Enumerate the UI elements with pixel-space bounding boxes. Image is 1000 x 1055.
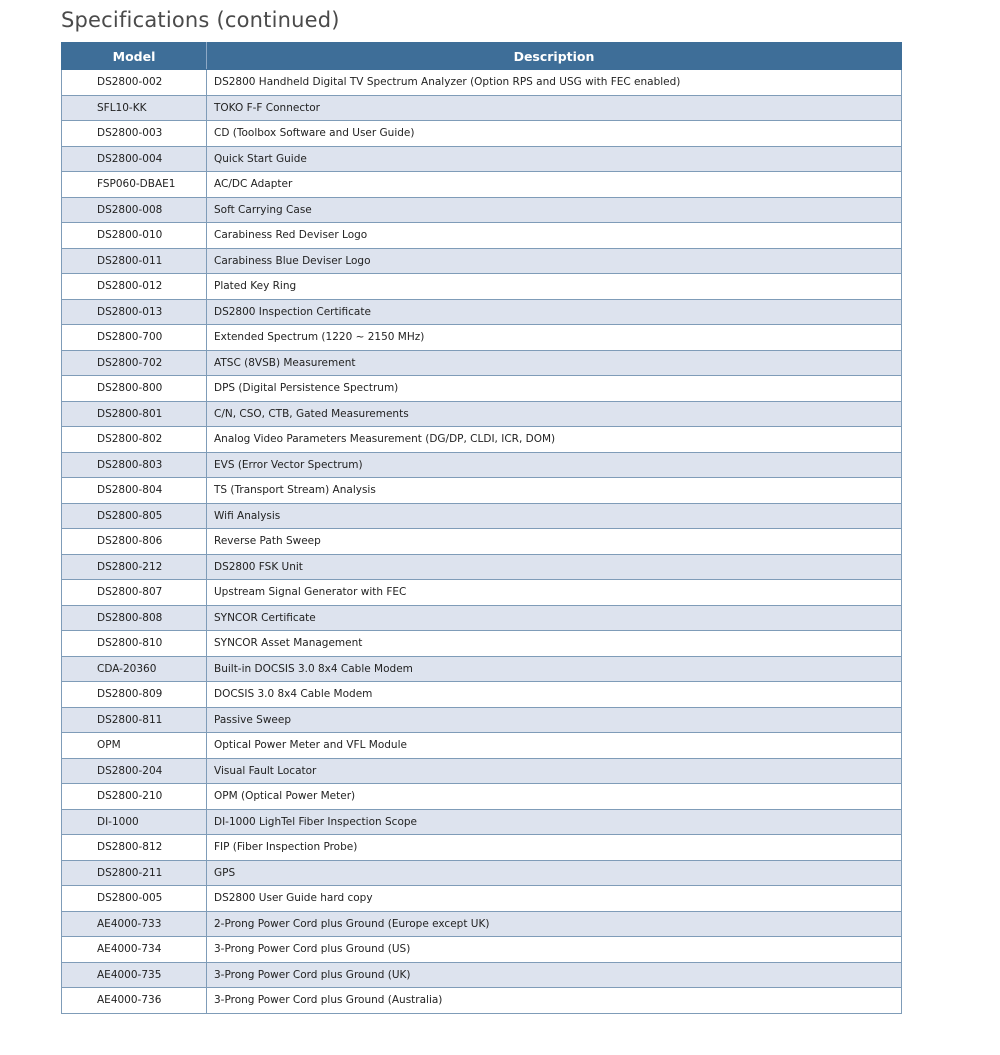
description-cell: Analog Video Parameters Measurement (DG/DP, CLDI, ICR, DOM) [207, 427, 902, 453]
table-row [62, 95, 902, 121]
model-cell: DS2800-812 [62, 835, 207, 861]
model-cell: DS2800-004 [62, 146, 207, 172]
table-row [62, 529, 902, 555]
description-cell: SYNCOR Certificate [207, 605, 902, 631]
table-row [62, 835, 902, 861]
table-row [62, 962, 902, 988]
table-row [62, 554, 902, 580]
table-row [62, 401, 902, 427]
model-cell: DS2800-012 [62, 274, 207, 300]
description-cell: 3-Prong Power Cord plus Ground (UK) [207, 962, 902, 988]
table-row [62, 503, 902, 529]
column-header-description: Description [207, 43, 902, 70]
description-cell: Soft Carrying Case [207, 197, 902, 223]
table-row [62, 172, 902, 198]
description-cell: OPM (Optical Power Meter) [207, 784, 902, 810]
table-row [62, 886, 902, 912]
table-row [62, 656, 902, 682]
description-cell: GPS [207, 860, 902, 886]
model-cell: DS2800-008 [62, 197, 207, 223]
description-cell: CD (Toolbox Software and User Guide) [207, 121, 902, 147]
table-row [62, 758, 902, 784]
table-row [62, 299, 902, 325]
model-cell: OPM [62, 733, 207, 759]
description-cell: DS2800 User Guide hard copy [207, 886, 902, 912]
model-cell: DS2800-808 [62, 605, 207, 631]
description-cell: 3-Prong Power Cord plus Ground (US) [207, 937, 902, 963]
header-row [62, 43, 902, 70]
description-cell: TS (Transport Stream) Analysis [207, 478, 902, 504]
model-cell: DS2800-803 [62, 452, 207, 478]
description-cell: Built-in DOCSIS 3.0 8x4 Cable Modem [207, 656, 902, 682]
model-cell: DS2800-806 [62, 529, 207, 555]
table-row [62, 452, 902, 478]
table-row [62, 427, 902, 453]
table-row [62, 197, 902, 223]
table-row [62, 146, 902, 172]
model-cell: DS2800-802 [62, 427, 207, 453]
description-cell: Passive Sweep [207, 707, 902, 733]
model-cell: DS2800-805 [62, 503, 207, 529]
description-cell: DI-1000 LighTel Fiber Inspection Scope [207, 809, 902, 835]
description-cell: EVS (Error Vector Spectrum) [207, 452, 902, 478]
description-cell: Plated Key Ring [207, 274, 902, 300]
description-cell: DS2800 Inspection Certificate [207, 299, 902, 325]
model-cell: DI-1000 [62, 809, 207, 835]
model-cell: DS2800-005 [62, 886, 207, 912]
description-cell: SYNCOR Asset Management [207, 631, 902, 657]
table-body [62, 70, 902, 1014]
description-cell: DS2800 Handheld Digital TV Spectrum Analyzer (Option RPS and USG with FEC enabled) [207, 70, 902, 96]
table-row [62, 784, 902, 810]
table-row [62, 631, 902, 657]
model-cell: AE4000-733 [62, 911, 207, 937]
description-cell: Optical Power Meter and VFL Module [207, 733, 902, 759]
description-cell: Extended Spectrum (1220 ~ 2150 MHz) [207, 325, 902, 351]
description-cell: FIP (Fiber Inspection Probe) [207, 835, 902, 861]
table-row [62, 860, 902, 886]
description-cell: Carabiness Red Deviser Logo [207, 223, 902, 249]
model-cell: DS2800-002 [62, 70, 207, 96]
table-row [62, 223, 902, 249]
model-cell: DS2800-210 [62, 784, 207, 810]
model-cell: DS2800-810 [62, 631, 207, 657]
table-row [62, 682, 902, 708]
table-row [62, 605, 902, 631]
table-row [62, 809, 902, 835]
model-cell: DS2800-013 [62, 299, 207, 325]
model-cell: DS2800-800 [62, 376, 207, 402]
model-cell: AE4000-734 [62, 937, 207, 963]
description-cell: Carabiness Blue Deviser Logo [207, 248, 902, 274]
table-row [62, 478, 902, 504]
model-cell: CDA-20360 [62, 656, 207, 682]
table-row [62, 988, 902, 1014]
model-cell: DS2800-702 [62, 350, 207, 376]
description-cell: 3-Prong Power Cord plus Ground (Australia) [207, 988, 902, 1014]
table-row [62, 121, 902, 147]
table-header [62, 43, 902, 70]
model-cell: DS2800-011 [62, 248, 207, 274]
model-cell: SFL10-KK [62, 95, 207, 121]
table-row [62, 274, 902, 300]
table-row [62, 248, 902, 274]
table-row [62, 707, 902, 733]
description-cell: TOKO F-F Connector [207, 95, 902, 121]
description-cell: Visual Fault Locator [207, 758, 902, 784]
model-cell: DS2800-804 [62, 478, 207, 504]
model-cell: DS2800-204 [62, 758, 207, 784]
model-cell: DS2800-010 [62, 223, 207, 249]
description-cell: AC/DC Adapter [207, 172, 902, 198]
table-row [62, 580, 902, 606]
table-row [62, 376, 902, 402]
column-header-model: Model [62, 43, 207, 70]
model-cell: DS2800-211 [62, 860, 207, 886]
table-row [62, 733, 902, 759]
table-row [62, 325, 902, 351]
table-row [62, 937, 902, 963]
description-cell: Wifi Analysis [207, 503, 902, 529]
table-row [62, 911, 902, 937]
model-cell: DS2800-700 [62, 325, 207, 351]
description-cell: C/N, CSO, CTB, Gated Measurements [207, 401, 902, 427]
model-cell: DS2800-801 [62, 401, 207, 427]
model-cell: DS2800-212 [62, 554, 207, 580]
table-row [62, 350, 902, 376]
description-cell: DPS (Digital Persistence Spectrum) [207, 376, 902, 402]
description-cell: Reverse Path Sweep [207, 529, 902, 555]
model-cell: DS2800-003 [62, 121, 207, 147]
description-cell: DS2800 FSK Unit [207, 554, 902, 580]
model-cell: FSP060-DBAE1 [62, 172, 207, 198]
specifications-table [61, 42, 902, 1014]
model-cell: DS2800-811 [62, 707, 207, 733]
description-cell: Quick Start Guide [207, 146, 902, 172]
model-cell: AE4000-735 [62, 962, 207, 988]
table-row [62, 70, 902, 96]
page-title: Specifications (continued) [61, 8, 340, 32]
description-cell: 2-Prong Power Cord plus Ground (Europe except UK) [207, 911, 902, 937]
description-cell: DOCSIS 3.0 8x4 Cable Modem [207, 682, 902, 708]
description-cell: Upstream Signal Generator with FEC [207, 580, 902, 606]
description-cell: ATSC (8VSB) Measurement [207, 350, 902, 376]
model-cell: AE4000-736 [62, 988, 207, 1014]
model-cell: DS2800-807 [62, 580, 207, 606]
model-cell: DS2800-809 [62, 682, 207, 708]
